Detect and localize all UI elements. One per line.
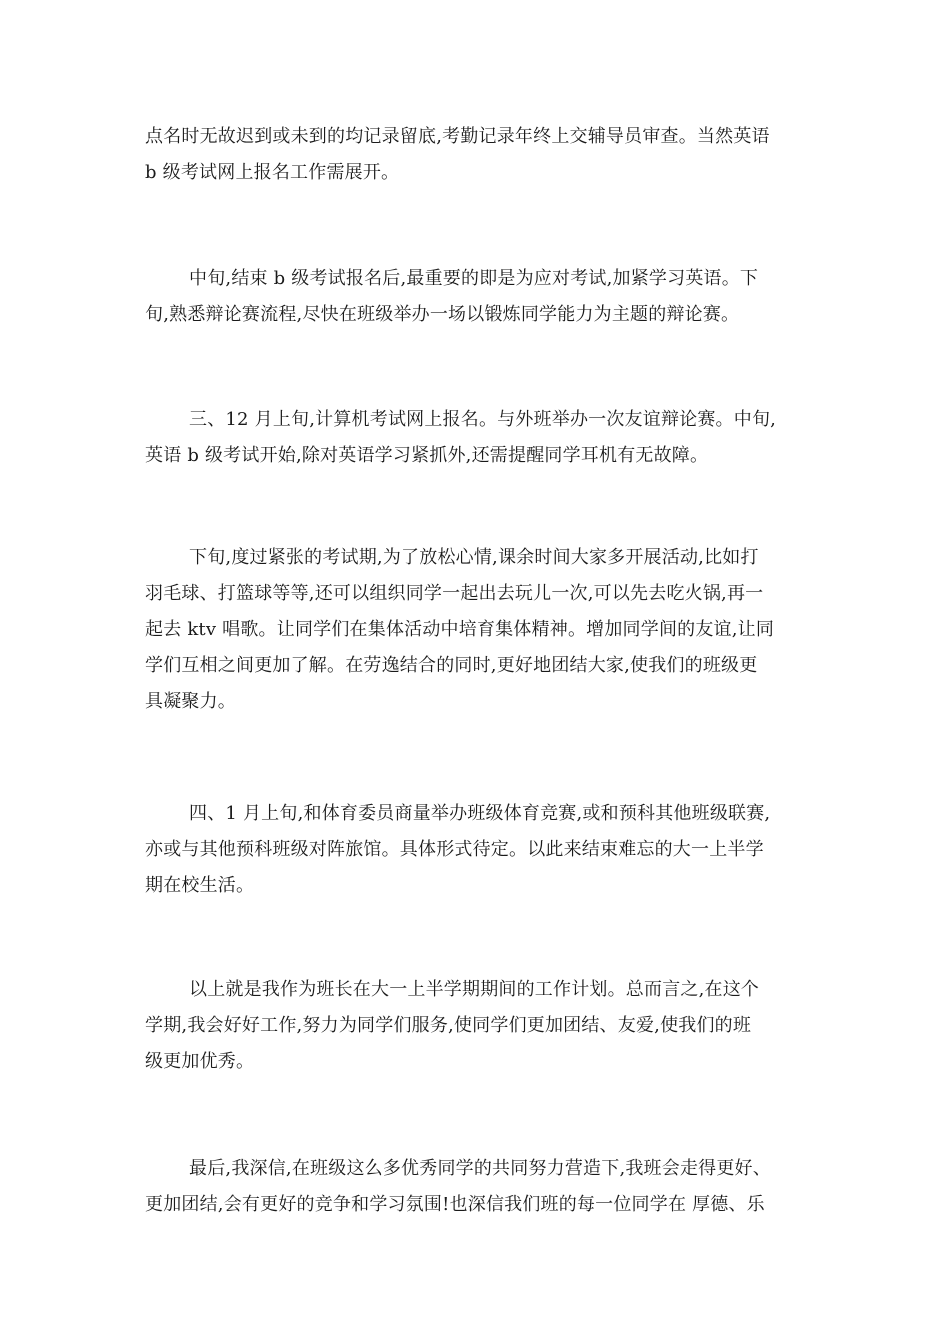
paragraph-line: 期在校生活。 bbox=[145, 875, 255, 896]
paragraph-line: 最后,我深信,在班级这么多优秀同学的共同努力营造下,我班会走得更好、 bbox=[189, 1158, 771, 1179]
paragraph-line: 英语 b 级考试开始,除对英语学习紧抓外,还需提醒同学耳机有无故障。 bbox=[145, 445, 709, 466]
paragraph-line: 中旬,结束 b 级考试报名后,最重要的即是为应对考试,加紧学习英语。下 bbox=[189, 268, 759, 289]
paragraph-line: 三、12 月上旬,计算机考试网上报名。与外班举办一次友谊辩论赛。中旬, bbox=[189, 409, 777, 430]
paragraph-line: 四、1 月上旬,和体育委员商量举办班级体育竞赛,或和预科其他班级联赛, bbox=[189, 803, 771, 824]
paragraph-line: 羽毛球、打篮球等等,还可以组织同学一起出去玩儿一次,可以先去吃火锅,再一 bbox=[145, 583, 764, 604]
paragraph-december bbox=[145, 402, 807, 474]
paragraph-line: 点名时无故迟到或未到的均记录留底,考勤记录年终上交辅导员审查。当然英语 bbox=[145, 126, 770, 147]
paragraph-attendance bbox=[145, 119, 807, 191]
paragraph-line: 学们互相之间更加了解。在劳逸结合的同时,更好地团结大家,使我们的班级更 bbox=[145, 655, 758, 676]
paragraph-line: 具凝聚力。 bbox=[145, 691, 236, 712]
paragraph-summary bbox=[145, 972, 807, 1080]
paragraph-line: 级更加优秀。 bbox=[145, 1051, 255, 1072]
paragraph-line: 更加团结,会有更好的竞争和学习氛围!也深信我们班的每一位同学在 厚德、乐 bbox=[145, 1194, 765, 1215]
paragraph-line: 下旬,度过紧张的考试期,为了放松心情,课余时间大家多开展活动,比如打 bbox=[189, 547, 759, 568]
paragraph-closing bbox=[145, 1151, 807, 1223]
paragraph-line: 起去 ktv 唱歌。让同学们在集体活动中培育集体精神。增加同学间的友谊,让同 bbox=[145, 619, 775, 640]
paragraph-line: 旬,熟悉辩论赛流程,尽快在班级举办一场以锻炼同学能力为主题的辩论赛。 bbox=[145, 304, 740, 325]
paragraph-late-month bbox=[145, 540, 807, 720]
paragraph-line: 以上就是我作为班长在大一上半学期期间的工作计划。总而言之,在这个 bbox=[189, 979, 760, 1000]
paragraph-line: b 级考试网上报名工作需展开。 bbox=[145, 162, 400, 183]
paragraph-mid-month bbox=[145, 261, 807, 333]
paragraph-line: 学期,我会好好工作,努力为同学们服务,使同学们更加团结、友爱,使我们的班 bbox=[145, 1015, 752, 1036]
paragraph-line: 亦或与其他预科班级对阵旅馆。具体形式待定。以此来结束难忘的大一上半学 bbox=[145, 839, 764, 860]
paragraph-january bbox=[145, 796, 807, 904]
